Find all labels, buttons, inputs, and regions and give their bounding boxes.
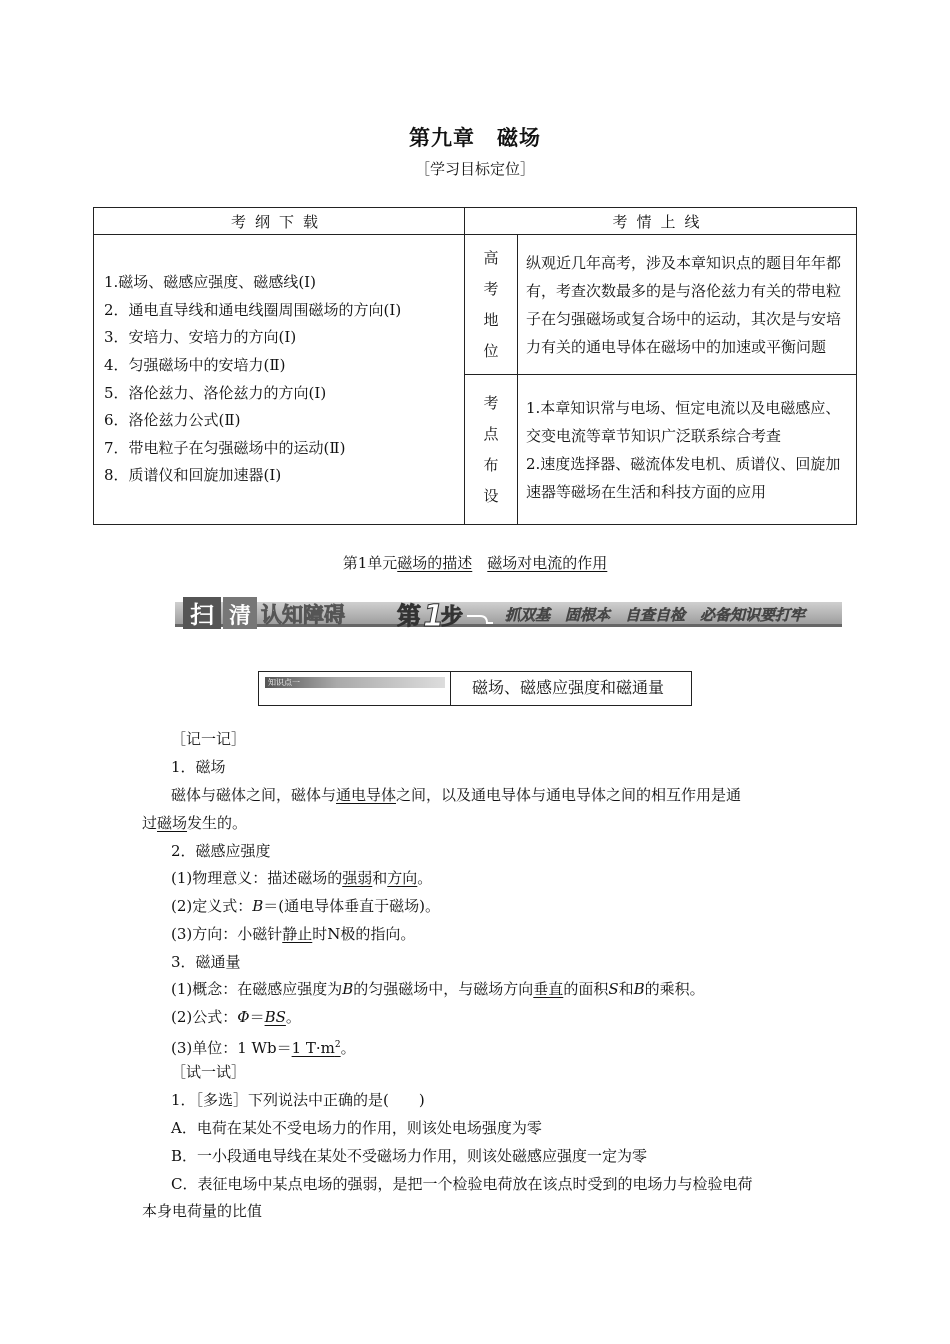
topic-layout-item: 2.速度选择器、磁流体发电机、质谱仪、回旋加速器等磁场在生活和科技方面的应用	[526, 454, 841, 501]
question-1: 1．［多选］下列说法中正确的是( )	[171, 1091, 425, 1109]
s2-item1: (1)物理意义：描述磁场的强弱和方向。	[171, 869, 433, 887]
label-char: 设	[483, 486, 499, 505]
knowledge-point-box	[258, 671, 692, 706]
label-char: 地	[483, 310, 499, 329]
label-char: 考	[483, 393, 499, 412]
section-banner	[175, 596, 842, 630]
banner-slogan: 抓双基 固根本 自查自检 必备知识要打牢	[505, 606, 806, 624]
objectives-table	[93, 207, 857, 525]
option-b: B．一小段通电导线在某处不受磁场力作用，则该处磁感应强度一定为零	[171, 1147, 648, 1165]
s3-item3: (3)单位：1 Wb＝1 $T\cdot m^2$。	[171, 1039, 356, 1057]
s2-item2: (2)定义式：B＝(通电导体垂直于磁场)。	[171, 897, 440, 915]
syllabus-item: 8．质谱仪和回旋加速器(Ⅰ)	[104, 466, 282, 485]
knowledge-label: 磁场、磁感应强度和磁通量	[472, 678, 665, 697]
s3-item1: (1)概念：在磁感应强度为B的匀强磁场中，与磁场方向垂直的面积S和B的乘积。	[171, 980, 705, 998]
s1-title: 1．磁场	[171, 758, 226, 776]
syllabus-item: 1.磁场、磁感应强度、磁感线(Ⅰ)	[104, 273, 316, 292]
unit-prefix: 第1单元	[342, 554, 398, 572]
banner-char-2: 清	[228, 604, 252, 629]
exam-position-text: 纵观近几年高考，涉及本章知识点的题目年年都有，考查次数最多的是与洛伦兹力有关的带电粒子在匀强磁场或复合场中的运动，其次是与安培力有关的通电导体在磁场中的加速或平衡问题	[518, 235, 857, 375]
syllabus-list	[94, 235, 465, 525]
syllabus-item: 2．通电直导线和通电线圈周围磁场的方向(Ⅰ)	[104, 300, 402, 319]
banner-part-a: 第	[397, 602, 421, 630]
section-label: ［学习目标定位］	[414, 160, 535, 178]
unit-title	[0, 552, 950, 573]
banner-part-b: 步	[441, 605, 464, 630]
row-label-topic-layout	[465, 375, 518, 525]
label-char: 点	[483, 424, 499, 443]
row-label-exam-position	[465, 235, 518, 375]
s2-title: 2．磁感应强度	[171, 842, 271, 860]
topic-layout-item: 1.本章知识常与电场、恒定电流以及电磁感应、交变电流等章节知识广泛联系综合考查	[526, 398, 841, 445]
topic-layout-text	[518, 375, 857, 525]
col-right-header: 考情上线	[465, 208, 857, 235]
syllabus-item: 6．洛伦兹力公式(Ⅱ)	[104, 411, 241, 430]
s1-line1: 磁体与磁体之间，磁体与通电导体之间，以及通电导体与通电导体之间的相互作用是通	[171, 786, 742, 804]
s3-title: 3．磁通量	[171, 953, 241, 971]
syllabus-item: 3．安培力、安培力的方向(Ⅰ)	[104, 328, 297, 347]
option-c-line2: 本身电荷量的比值	[142, 1202, 263, 1220]
chapter-title: 第九章 磁场	[409, 126, 541, 150]
banner-part-num: 1	[423, 599, 444, 630]
unit-title-a: 磁场的描述	[397, 554, 473, 572]
col-left-header: 考纲下载	[94, 208, 465, 235]
unit-title-b: 磁场对电流的作用	[487, 554, 608, 572]
s2-item3: (3)方向：小磁针静止时N极的指向。	[171, 925, 416, 943]
banner-char-1: 扫	[190, 601, 214, 629]
remember-heading: ［记一记］	[171, 730, 247, 748]
banner-text-main: 认知障碍	[261, 603, 345, 627]
try-heading: ［试一试］	[171, 1063, 247, 1081]
syllabus-item: 4．匀强磁场中的安培力(Ⅱ)	[104, 355, 286, 374]
option-a: A．电荷在某处不受电场力的作用，则该处电场强度为零	[171, 1119, 542, 1137]
s1-line2: 过磁场发生的。	[142, 814, 248, 832]
knowledge-tag: 知识点一	[268, 678, 300, 687]
label-char: 高	[483, 248, 499, 267]
label-char: 考	[483, 279, 499, 298]
option-c-line1: C．表征电场中某点电场的强弱，是把一个检验电荷放在该点时受到的电场力与检验电荷	[171, 1175, 753, 1193]
s3-item2: (2)公式：Φ＝BS。	[171, 1008, 301, 1026]
syllabus-item: 5．洛伦兹力、洛伦兹力的方向(Ⅰ)	[104, 383, 327, 402]
label-char: 布	[483, 455, 499, 474]
label-char: 位	[483, 341, 499, 360]
syllabus-item: 7．带电粒子在匀强磁场中的运动(Ⅱ)	[104, 438, 346, 457]
